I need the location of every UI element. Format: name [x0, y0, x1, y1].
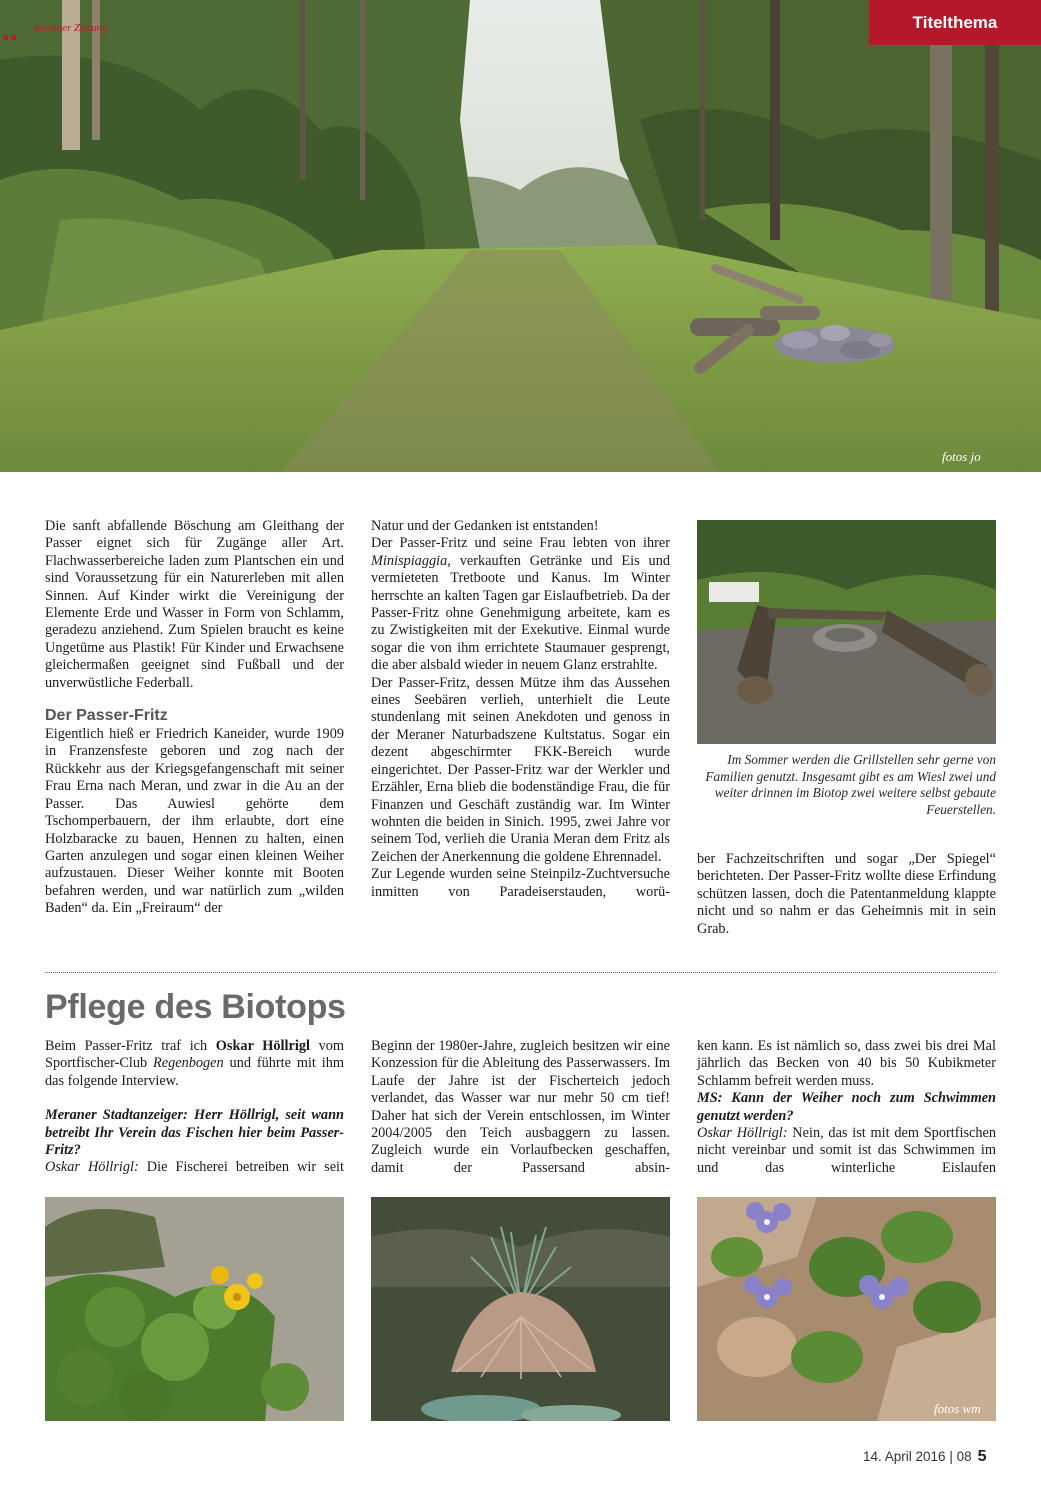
text-run: vom Sportfischer-Club	[45, 1038, 344, 1072]
interview-question: Meraner Stadtanzeiger: Herr Höllrigl, seit wann betreibt Ihr Verein das Fischen hier beim Passer-Fritz?	[45, 1107, 344, 1159]
text-run: Nein, das ist mit dem Sportfischen nicht vereinbar und somit ist das Schwimmen im und das winterliche Eislaufen	[697, 1125, 996, 1176]
interview-column-2	[371, 1038, 670, 1177]
hero-photo-forest-meadow	[0, 0, 1041, 472]
headline-pflege-des-biotops: Pflege des Biotops	[45, 988, 346, 1026]
interview-answer	[697, 1125, 996, 1177]
photo-credit-top: fotos jo	[942, 449, 981, 464]
interview-column-3	[697, 1038, 996, 1177]
body-paragraph: Eigentlich hieß er Friedrich Kaneider, wurde 1909 in Franzensfeste geboren und zog nach der Rückkehr aus der Kriegsgefangenschaft mit seiner Frau Erna nach Meran, und zwar in die Au an der Passer. Das Auwiesl gehörte dem Tschomperbauern, der ihm erlaubte, dort eine Holzbaracke zu bauen, Hennen zu halten, einen Garten anzulegen und sogar einen kleinen Weiher aufzustauen. Dieser Weiher konnte mit Booten befahren werden, und war natürlich zum „wilden Baden“ da. Ein „Freiraum“ der	[45, 726, 344, 917]
text-run: und führte mit ihm das folgende Interview.	[45, 1055, 344, 1089]
text-run: Der Passer-Fritz und seine Frau lebten von ihrer	[371, 535, 670, 552]
section-tag: Titelthema	[869, 0, 1041, 45]
photo-grass-tuft-in-water	[371, 1197, 670, 1421]
body-paragraph: Natur und der Gedanken ist entstanden!	[371, 518, 599, 534]
article-column-3	[697, 851, 996, 938]
answer-speaker: Oskar Höllrigl:	[45, 1159, 139, 1176]
intro-paragraph: Die sanft abfallende Böschung am Gleithang der Passer eignet sich für Zugänge aller Art. Flachwasserbereiche laden zum Plantschen ein und sind Voraussetzung für ein Naturerleben mit allen Sinnen. Auf Kinder wirkt die Vereinigung der Elemente Erde und Wasser in Form von Schlamm, geradezu anziehend. Zum Spielen braucht es keine Ungetüme aus Plastik! Für Kinder und Erwachsene gleichermaßen geeignet sind Fußball und der unverwüstliche Federball.	[45, 518, 344, 691]
interview-question: MS: Kann der Weiher noch zum Schwimmen genutzt werden?	[697, 1090, 996, 1124]
section-divider	[45, 972, 996, 973]
photo-marsh-marigold	[45, 1197, 344, 1421]
text-run: , verkauften Getränke und Eis und vermieteten Tretboote und Kanus. Im Winter herrschte an kalten Tagen gar Eislaufbetrieb. Da der Passer-Fritz ohne Genehmigung arbeitete, kam es zu Zwistigkeiten mit der Exekutive. Einmal wurde sogar die von ihm errichtete Staumauer gesprengt, die aber alsbald wieder in neuem Glanz erstrahlte.	[371, 552, 670, 674]
body-paragraph: Zur Legende wurden seine Steinpilz-Zuchtversuche inmitten von Paradeiserstauden, worü-	[371, 866, 670, 900]
brand-mark-icon	[3, 27, 25, 33]
page-number: 5	[977, 1448, 987, 1465]
photo-violets	[697, 1197, 996, 1421]
club-name: Regenbogen	[153, 1055, 224, 1072]
body-paragraph: ber Fachzeitschriften und sogar „Der Spiegel“ berichteten. Der Passer-Fritz wollte diese Erfindung schützen lassen, doch die Patentanmeldung klappte nicht und so nahm er das Geheimnis mit in sein Grab.	[697, 851, 996, 937]
text-run: Beim Passer-Fritz traf ich	[45, 1038, 216, 1054]
brand-logo: meraner Zeitung	[34, 22, 108, 34]
page-footer	[863, 1448, 987, 1466]
body-paragraph	[371, 535, 670, 674]
issue-date: 14. April 2016 | 08	[863, 1449, 972, 1464]
interviewee-name: Oskar Höllrigl	[215, 1038, 310, 1054]
photo-credit-bottom: fotos wm	[934, 1401, 981, 1416]
italic-term: Minispiaggia	[371, 552, 448, 569]
subheading-passer-fritz: Der Passer-Fritz	[45, 707, 168, 725]
interview-column-1	[45, 1038, 344, 1177]
photo-grill-area	[697, 520, 996, 744]
article-column-2	[371, 518, 670, 901]
answer-speaker: Oskar Höllrigl:	[697, 1125, 788, 1142]
interview-answer	[45, 1159, 344, 1176]
interview-answer: ken kann. Es ist nämlich so, dass zwei bis drei Mal jährlich das Becken von 40 bis 50 Kubikmeter Schlamm befreit werden muss.	[697, 1038, 996, 1089]
photo-caption-grill: Im Sommer werden die Grillstellen sehr gerne von Familien genutzt. Insgesamt gibt es am Wiesl zwei und weiter drinnen im Biotop zwei weitere selbst gebaute Feuerstellen.	[705, 752, 996, 817]
body-paragraph: Der Passer-Fritz, dessen Mütze ihm das Aussehen eines Seebären verlieh, unterhielt die Leute stundenlang mit seinen Anekdoten und genoss in der Meraner Naturbadszene Kultstatus. Sogar ein dezent abgeschirmter FKK-Bereich wurde eingerichtet. Der Passer-Fritz war der Werkler und Erzähler, Erna blieb die bodenständige Frau, die für Finanzen und Geschäft zuständig war. Im Winter wohnten die beiden in Sinich. 1995, zwei Jahre vor seinem Tod, verlieh die Urania Meran dem Fritz als Zeichen der Anerkennung die goldene Ehrennadel.	[371, 674, 670, 865]
interview-answer: Beginn der 1980er-Jahre, zugleich besitzen wir eine Konzession für die Ableitung des Passerwassers. Im Laufe der Jahre ist der Fischerteich jedoch verlandet, das Wasser war nur mehr 50 cm tief! Daher hat sich der Verein entschlossen, im Winter 2004/2005 den Teich ausbaggern zu lassen. Zugleich wurde ein Vorlaufbecken geschaffen, damit der Passersand absin-	[371, 1038, 670, 1176]
article-column-1	[45, 518, 344, 918]
intro-paragraph	[45, 1038, 344, 1090]
text-run: Die Fischerei betreiben wir seit	[138, 1159, 344, 1176]
